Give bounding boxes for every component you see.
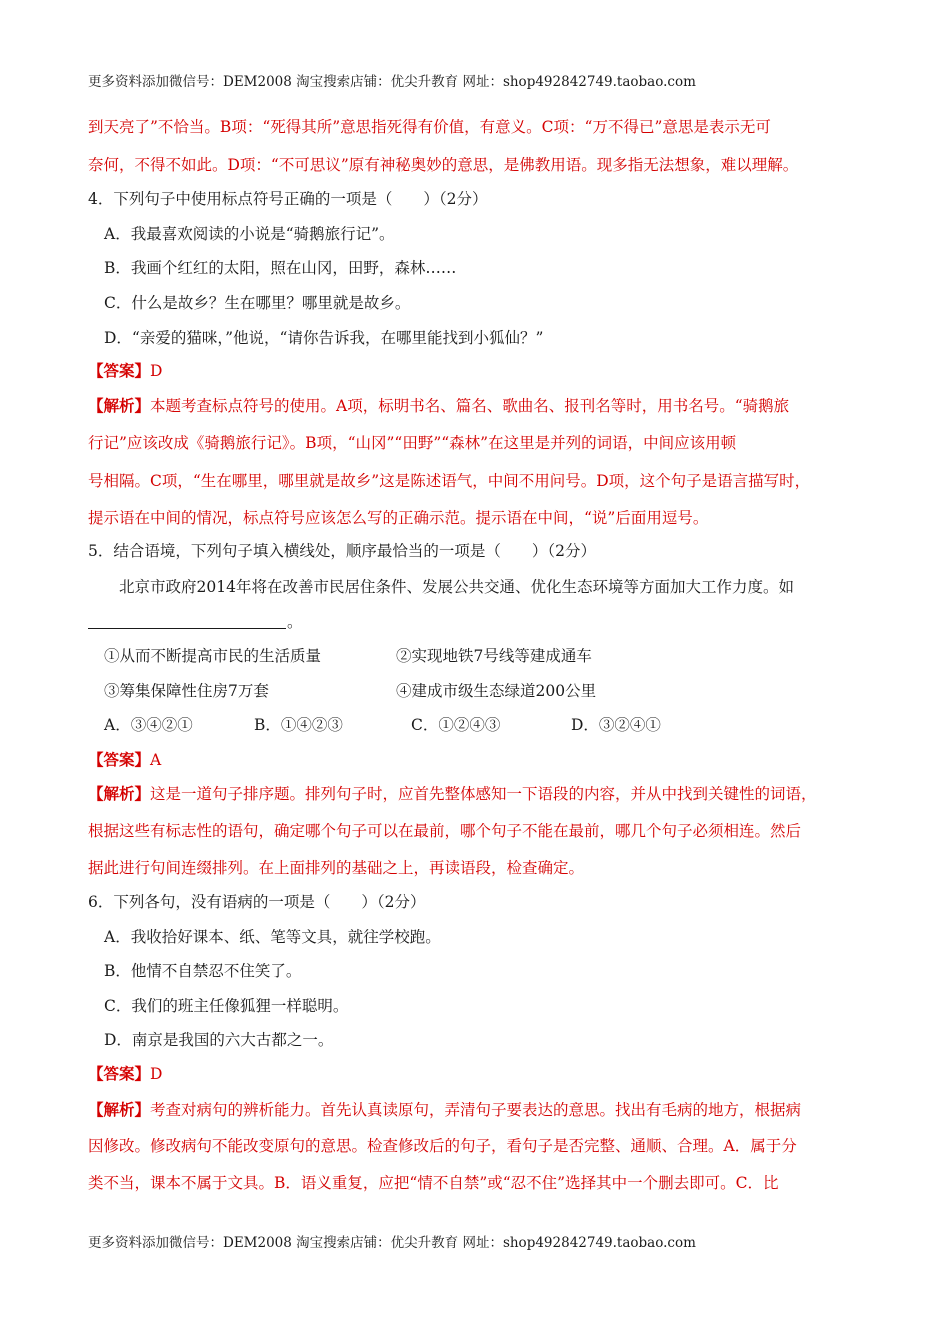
q6-analysis-line-2: 因修改。修改病句不能改变原句的意思。检查修改后的句子，看句子是否完整、通顺、合理。A．属于分 <box>88 1137 797 1155</box>
q5-item-3: ③筹集保障性住房7万套 <box>104 682 269 700</box>
q6-stem: 6．下列各句，没有语病的一项是（ ）（2分） <box>88 893 426 911</box>
q4-analysis-line-1 <box>88 396 789 416</box>
q5-analysis-line-1 <box>88 784 817 804</box>
q5-option-a: A．③④②① <box>104 716 193 734</box>
prev-analysis-line-2: 奈何，不得不如此。D项：“不可思议”原有神秘奥妙的意思，是佛教用语。现多指无法想象，难以理解。 <box>88 156 799 174</box>
analysis-text: 本题考查标点符号的使用。A项，标明书名、篇名、歌曲名、报刊名等时，用书名号。“骑鹅旅 <box>150 397 790 415</box>
q5-passage: 北京市政府2014年将在改善市民居住条件、发展公共交通、优化生态环境等方面加大工作力度。如 <box>119 578 794 596</box>
q4-answer <box>88 361 162 381</box>
analysis-text: 考查对病句的辨析能力。首先认真读原句，弄清句子要表达的意思。找出有毛病的地方，根据病 <box>150 1101 802 1119</box>
q5-item-1: ①从而不断提高市民的生活质量 <box>104 647 322 665</box>
page-header: 更多资料添加微信号：DEM2008 淘宝搜索店铺：优尖升教育 网址：shop492842749.taobao.com <box>88 74 696 90</box>
q4-option-d: D．“亲爱的猫咪，”他说，“请你告诉我，在哪里能找到小狐仙？” <box>104 329 544 347</box>
page-footer: 更多资料添加微信号：DEM2008 淘宝搜索店铺：优尖升教育 网址：shop492842749.taobao.com <box>88 1235 696 1251</box>
q4-analysis-line-2: 行记”应该改成《骑鹅旅行记》。B项，“山冈”“田野”“森林”在这里是并列的词语，中间应该用顿 <box>88 434 737 452</box>
analysis-tag: 【解析】 <box>88 396 151 415</box>
q5-blank-end: 。 <box>287 613 303 631</box>
analysis-tag: 【解析】 <box>88 1100 151 1119</box>
analysis-tag: 【解析】 <box>88 784 151 803</box>
q6-option-d: D．南京是我国的六大古都之一。 <box>104 1031 334 1049</box>
answer-value: A <box>150 751 162 769</box>
q4-option-a: A．我最喜欢阅读的小说是“骑鹅旅行记”。 <box>104 225 395 243</box>
q5-analysis-line-3: 据此进行句间连缀排列。在上面排列的基础之上，再读语段，检查确定。 <box>88 859 585 877</box>
answer-tag: 【答案】 <box>88 750 151 769</box>
answer-value: D <box>150 362 163 380</box>
q6-analysis-line-1 <box>88 1100 801 1120</box>
answer-tag: 【答案】 <box>88 1064 151 1083</box>
q5-analysis-line-2: 根据这些有标志性的语句，确定哪个句子可以在最前，哪个句子不能在最前，哪几个句子必须相连。然后 <box>88 822 802 840</box>
q6-option-a: A．我收拾好课本、纸、笔等文具，就往学校跑。 <box>104 928 441 946</box>
q6-option-b: B．他情不自禁忍不住笑了。 <box>104 962 302 980</box>
q4-analysis-line-3: 号相隔。C项，“生在哪里，哪里就是故乡”这是陈述语气，中间不用问号。D项，这个句子是语言描写时， <box>88 472 811 490</box>
q5-option-c: C．①②④③ <box>411 716 501 734</box>
q6-answer <box>88 1064 162 1084</box>
analysis-text: 这是一道句子排序题。排列句子时，应首先整体感知一下语段的内容，并从中找到关键性的词语， <box>150 785 817 803</box>
q5-item-4: ④建成市级生态绿道200公里 <box>396 682 597 700</box>
answer-tag: 【答案】 <box>88 361 151 380</box>
q5-option-b: B．①④②③ <box>254 716 343 734</box>
q5-option-d: D．③②④① <box>571 716 661 734</box>
q5-blank-line <box>88 628 286 629</box>
q4-stem: 4．下列句子中使用标点符号正确的一项是（ ）（2分） <box>88 190 488 208</box>
q5-item-2: ②实现地铁7号线等建成通车 <box>396 647 592 665</box>
q6-option-c: C．我们的班主任像狐狸一样聪明。 <box>104 997 349 1015</box>
q5-answer <box>88 750 161 770</box>
q5-stem: 5．结合语境，下列句子填入横线处，顺序最恰当的一项是（ ）（2分） <box>88 542 596 560</box>
prev-analysis-line-1: 到天亮了”不恰当。B项：“死得其所”意思指死得有价值，有意义。C项：“万不得已”意思是表示无可 <box>88 118 771 136</box>
q4-analysis-line-4: 提示语在中间的情况，标点符号应该怎么写的正确示范。提示语在中间，“说”后面用逗号。 <box>88 509 709 527</box>
q6-analysis-line-3: 类不当，课本不属于文具。B．语义重复，应把“情不自禁”或“忍不住”选择其中一个删去即可。C．比 <box>88 1174 779 1192</box>
answer-value: D <box>150 1065 163 1083</box>
q4-option-b: B．我画个红红的太阳，照在山冈，田野，森林…… <box>104 259 457 277</box>
q4-option-c: C．什么是故乡？生在哪里？哪里就是故乡。 <box>104 294 411 312</box>
